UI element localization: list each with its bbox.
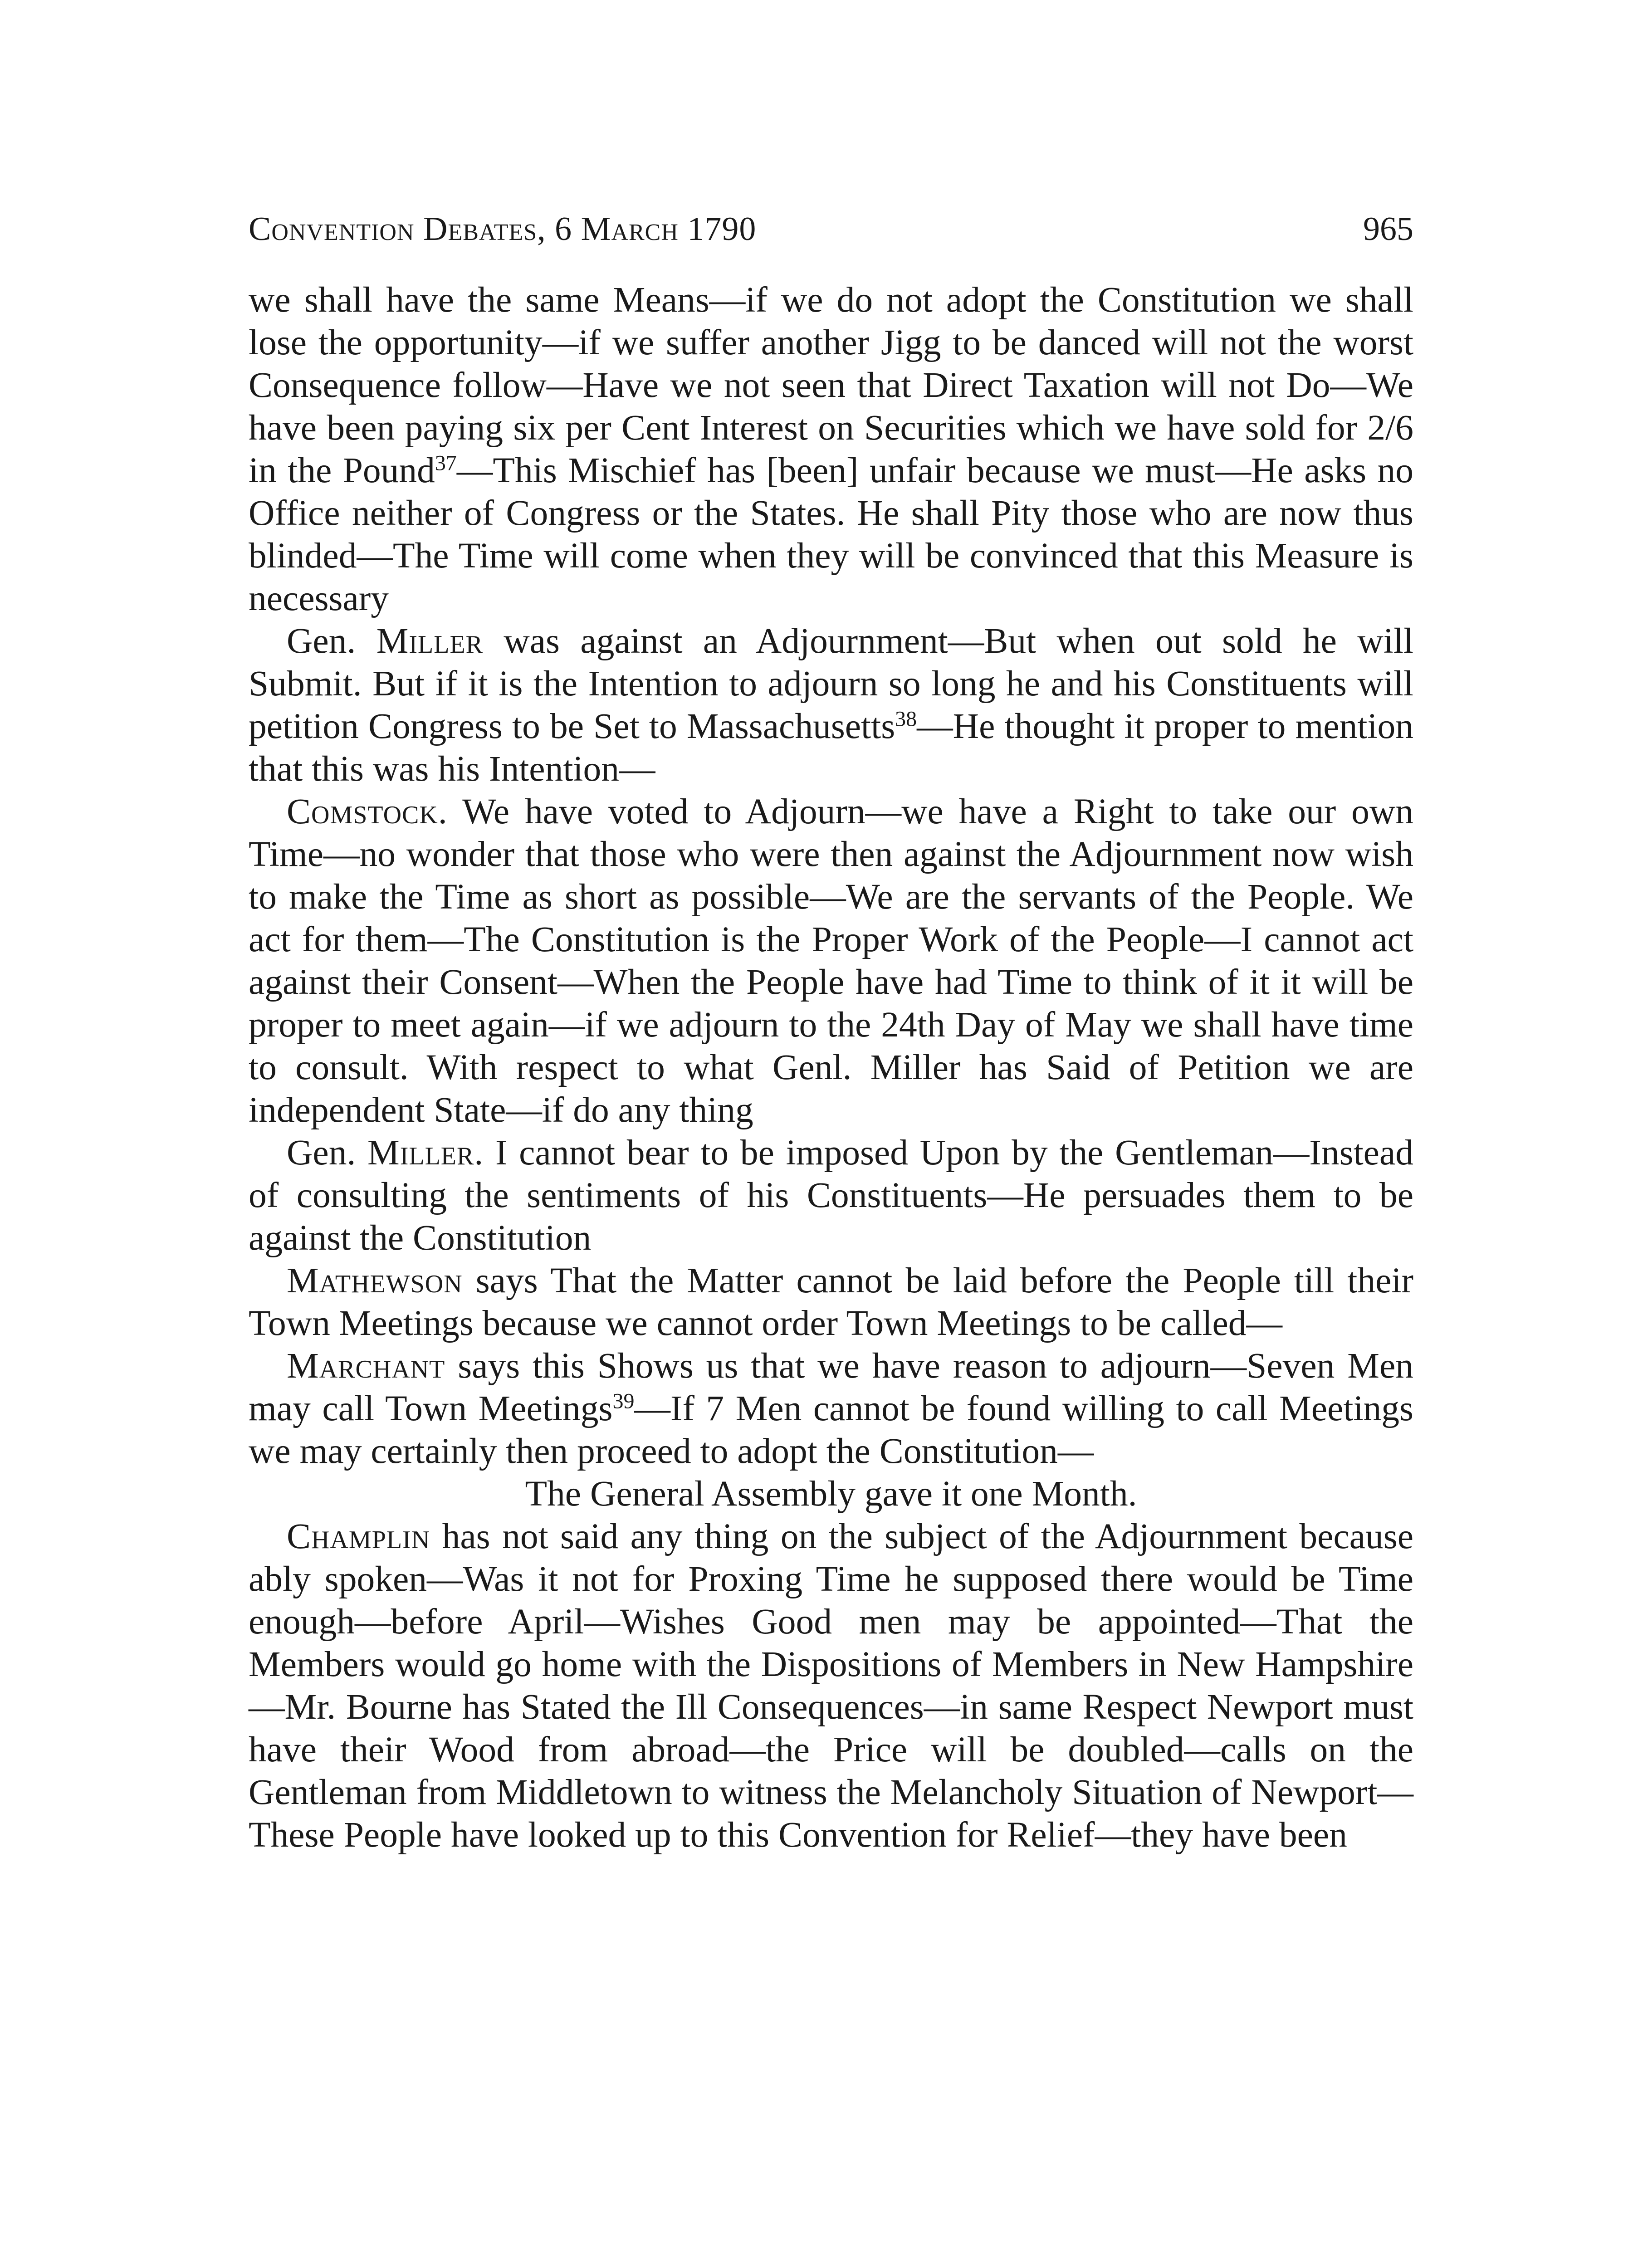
paragraph-marchant (249, 1344, 1413, 1472)
running-head-title: Convention Debates, 6 March 1790 (249, 210, 757, 248)
speaker-name: Mathewson (287, 1261, 463, 1300)
running-head (249, 212, 1413, 246)
paragraph-text: says this Shows us that we have reason to adjourn—Seven Men may call Town Meetings (249, 1346, 1413, 1428)
speaker-name: Marchant (287, 1346, 445, 1386)
footnote-ref-37: 37 (435, 451, 457, 475)
paragraph-continuation (249, 279, 1413, 620)
paragraph-champlin (249, 1515, 1413, 1856)
footnote-ref-38: 38 (895, 707, 917, 731)
speaker-title: Gen. (287, 1133, 368, 1173)
paragraph-miller-2 (249, 1131, 1413, 1259)
paragraph-text: —This Mischief has [been] unfair because we must—He asks no Office neither of Congress or the States. He shall Pity those who are now thus blinded—The Time will come when they will be convinced that this Measure is necessary (249, 450, 1413, 618)
body-text (249, 279, 1413, 1856)
page (249, 212, 1413, 1856)
speaker-name: Champlin (287, 1516, 430, 1556)
paragraph-miller-1 (249, 620, 1413, 790)
paragraph-text: was against an Adjournment—But when out sold he will Submit. But if it is the Intention to adjourn so long he and his Constituents will petition Congress to be Set to Massachusetts (249, 621, 1413, 746)
paragraph-text: says That the Matter cannot be laid before the People till their Town Meetings because we cannot order Town Meetings to be called— (249, 1261, 1413, 1343)
paragraph-mathewson (249, 1259, 1413, 1344)
paragraph-text: I cannot bear to be imposed Upon by the Gentleman—Instead of consulting the sentiments of his Constituents—He persuades them to be against the Constitution (249, 1133, 1414, 1258)
speaker-name: Comstock. (287, 792, 448, 831)
paragraph-text: we shall have the same Means—if we do not adopt the Constitution we shall lose the opportunity—if we suffer another Jigg to be danced will not the worst Consequence follow—Have we not seen that Direct Taxation will not Do—We have been paying six per Cent Interest on Securities which we have sold for 2/6 in the Pound (249, 280, 1413, 490)
paragraph-text: The General Assembly gave it one Month. (525, 1474, 1137, 1514)
speaker-name: Miller. (367, 1133, 484, 1173)
page-number: 965 (1363, 210, 1413, 248)
paragraph-text: We have voted to Adjourn—we have a Right to take our own Time—no wonder that those who were then against the Adjournment now wish to make the Time as short as possible—We are the servants of the People. We act for them—The Constitution is the Proper Work of the People—I cannot act against their Consent—When the People have had Time to think of it it will be proper to meet again—if we adjourn to the 24th Day of May we shall have time to consult. With respect to what Genl. Miller has Said of Petition we are independent State—if do any thing (249, 792, 1413, 1130)
centered-note (249, 1472, 1413, 1515)
paragraph-text: —If 7 Men cannot be found willing to call Meetings we may certainly then proceed to adopt the Constitution— (249, 1388, 1413, 1471)
speaker-name: Miller (376, 621, 483, 661)
footnote-ref-39: 39 (612, 1389, 635, 1413)
speaker-title: Gen. (287, 621, 376, 661)
paragraph-text: has not said any thing on the subject of the Adjournment because ably spoken—Was it not for Proxing Time he supposed there would be Time enough—before April—Wishes Good men may be appointed—That the Members would go home with the Dispositions of Members in New Hampshire—Mr. Bourne has Stated the Ill Consequences—in same Respect Newport must have their Wood from abroad—the Price will be doubled—calls on the Gentleman from Middletown to witness the Melancholy Situation of Newport—These People have looked up to this Convention for Relief—they have been (249, 1516, 1413, 1855)
paragraph-text: —He thought it proper to mention that this was his Intention— (249, 706, 1414, 789)
paragraph-comstock (249, 790, 1413, 1131)
